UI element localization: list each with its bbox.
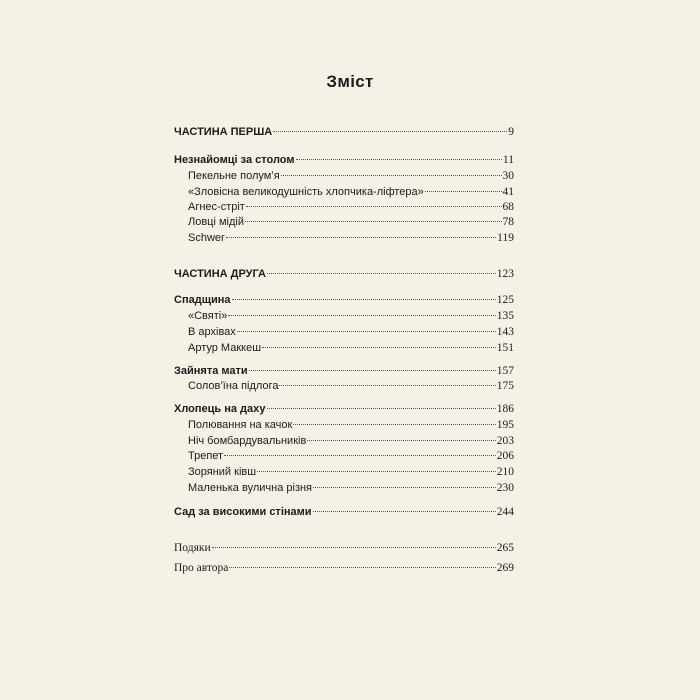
toc-chapter: [174, 402, 514, 416]
toc-entry-label: Подяки: [174, 542, 211, 554]
leader-dots: [232, 299, 496, 300]
toc-about-author: [174, 561, 514, 575]
toc-entry-label: Солов’їна підлога: [188, 380, 279, 392]
toc-entry-label: Артур Маккеш: [188, 342, 262, 354]
toc-entry-label: Пекельне полум’я: [188, 170, 280, 182]
toc-entry-label: Зоряний ківш: [188, 466, 257, 478]
leader-dots: [296, 159, 502, 160]
toc-chapter: [174, 505, 514, 519]
toc-entry-page: 143: [496, 326, 514, 338]
toc-entry-label: Трепет: [188, 450, 224, 462]
leader-dots: [245, 221, 502, 222]
toc-entry-label: Ловці мідій: [188, 216, 244, 228]
toc-entry-page: 186: [496, 403, 514, 415]
toc-entry-page: 68: [502, 201, 514, 213]
toc-entry-page: 119: [497, 232, 514, 244]
toc-entry-page: 9: [508, 126, 514, 138]
leader-dots: [307, 440, 495, 441]
toc-entry-label: Сад за високими стінами: [174, 506, 312, 518]
toc-chapter: [174, 364, 514, 378]
toc-entry-page: 244: [496, 506, 514, 518]
toc-section: [188, 449, 514, 463]
toc-entry-page: 125: [496, 294, 514, 306]
toc-entry-page: 265: [496, 542, 514, 554]
leader-dots: [262, 347, 496, 348]
toc-entry-page: 157: [496, 365, 514, 377]
toc-entry-label: Ніч бомбардувальників: [188, 435, 307, 447]
toc-chapter: [174, 293, 514, 307]
toc-entry-label: «Святі»: [188, 310, 228, 322]
toc-section: [188, 325, 514, 339]
toc-entry-label: Агнес-стріт: [188, 201, 245, 213]
leader-dots: [257, 471, 496, 472]
toc-entry-label: Незнайомці за столом: [174, 154, 295, 166]
toc-entry-page: 230: [496, 482, 514, 494]
page-title: Зміст: [326, 72, 374, 91]
toc-entry-label: Про автора: [174, 562, 229, 574]
toc-entry-page: 203: [496, 435, 514, 447]
toc-entry-label: Спадщина: [174, 294, 231, 306]
toc-acknowledgments: [174, 541, 514, 555]
toc-entry-page: 195: [496, 419, 514, 431]
leader-dots: [237, 331, 496, 332]
toc-section: [188, 200, 514, 214]
toc-entry-label: Зайнята мати: [174, 365, 248, 377]
toc-entry-page: 123: [496, 268, 514, 280]
toc-chapter: [174, 153, 514, 167]
toc-entry-label: Полювання на качок: [188, 419, 293, 431]
toc-section: [188, 465, 514, 479]
toc-entry-page: 135: [496, 310, 514, 322]
leader-dots: [246, 206, 502, 207]
toc-part-1: [174, 125, 514, 139]
toc-section: [188, 185, 514, 199]
toc-entry-page: 30: [502, 170, 514, 182]
leader-dots: [228, 315, 495, 316]
leader-dots: [313, 511, 496, 512]
toc-section: [188, 481, 514, 495]
toc-entry-label: ЧАСТИНА ПЕРША: [174, 126, 273, 138]
toc-entry-page: 78: [502, 216, 514, 228]
leader-dots: [249, 370, 496, 371]
toc-entry-label: Хлопець на даху: [174, 403, 266, 415]
toc-entry-page: 269: [496, 562, 514, 574]
toc-section: [188, 434, 514, 448]
leader-dots: [273, 131, 507, 132]
toc-section: [188, 379, 514, 393]
leader-dots: [267, 273, 496, 274]
toc-entry-label: «Зловісна великодушність хлопчика-ліфтера»: [188, 186, 424, 198]
toc-entry-label: Маленька вулична різня: [188, 482, 313, 494]
toc-entry-label: ЧАСТИНА ДРУГА: [174, 268, 266, 280]
toc-entry-page: 41: [502, 186, 514, 198]
toc-entry-page: 151: [496, 342, 514, 354]
toc-entry-page: 175: [496, 380, 514, 392]
leader-dots: [425, 191, 502, 192]
leader-dots: [267, 408, 496, 409]
toc-entry-label: Schwer: [188, 232, 225, 244]
toc-entry-label: В архівах: [188, 326, 236, 338]
toc-section: [188, 341, 514, 355]
leader-dots: [224, 455, 496, 456]
leader-dots: [229, 567, 495, 568]
toc-section: [188, 309, 514, 323]
toc-part-2: [174, 267, 514, 281]
leader-dots: [281, 175, 502, 176]
toc-entry-page: 206: [496, 450, 514, 462]
leader-dots: [279, 385, 495, 386]
toc-section: [188, 169, 514, 183]
leader-dots: [212, 547, 496, 548]
leader-dots: [313, 487, 496, 488]
toc-section: [188, 215, 514, 229]
toc-entry-page: 11: [502, 154, 514, 166]
leader-dots: [293, 424, 495, 425]
leader-dots: [226, 237, 496, 238]
toc-section: [188, 418, 514, 432]
toc-section: [188, 231, 514, 245]
toc-entry-page: 210: [496, 466, 514, 478]
